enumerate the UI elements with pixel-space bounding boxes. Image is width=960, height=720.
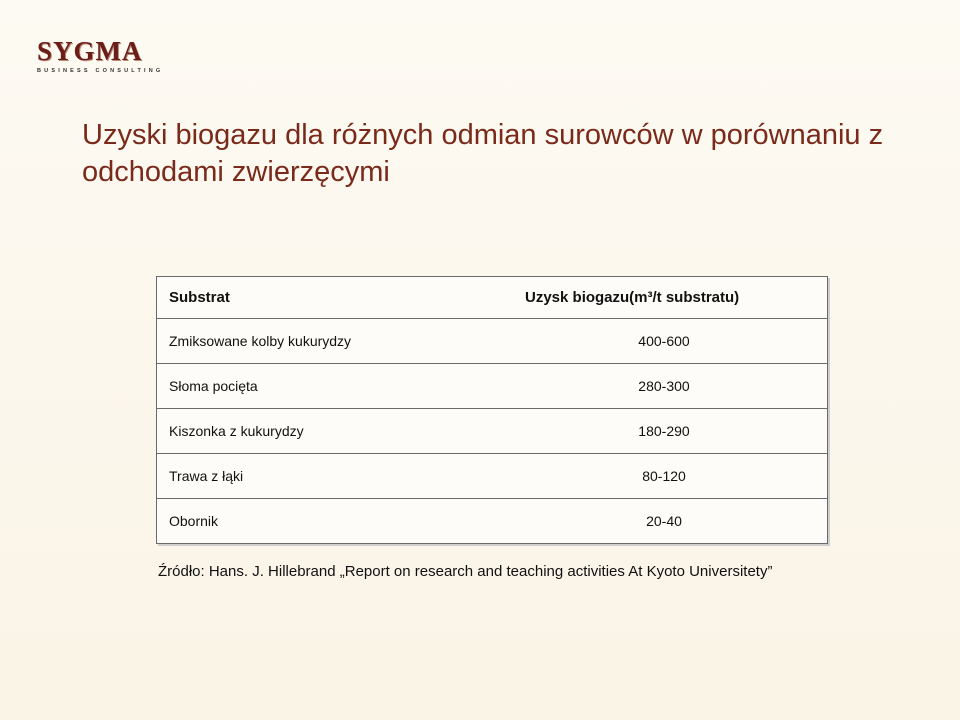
header-substrate: Substrat — [157, 277, 502, 319]
yield-cell: 400-600 — [501, 319, 828, 364]
yield-cell: 280-300 — [501, 364, 828, 409]
table-row — [157, 319, 828, 364]
source-citation: Źródło: Hans. J. Hillebrand „Report on research and teaching activities At Kyoto Universitety” — [158, 563, 773, 580]
table-row — [157, 454, 828, 499]
sygma-logo — [37, 36, 164, 74]
substrate-cell: Trawa z łąki — [157, 454, 502, 499]
yield-cell: 180-290 — [501, 409, 828, 454]
table-row — [157, 409, 828, 454]
header-biogas-yield: Uzysk biogazu(m³/t substratu) — [501, 277, 828, 319]
substrate-cell: Zmiksowane kolby kukurydzy — [157, 319, 502, 364]
substrate-cell: Słoma pocięta — [157, 364, 502, 409]
table-header-row — [157, 277, 828, 319]
logo-name: SYGMA — [37, 36, 143, 66]
slide-title: Uzyski biogazu dla różnych odmian surowców w porównaniu z odchodami zwierzęcymi — [82, 119, 884, 188]
substrate-cell: Kiszonka z kukurydzy — [157, 409, 502, 454]
substrate-cell: Obornik — [157, 499, 502, 544]
yield-cell: 20-40 — [501, 499, 828, 544]
biogas-yield-table — [156, 276, 828, 542]
table-row — [157, 364, 828, 409]
logo-tagline: BUSINESS CONSULTING — [37, 68, 164, 74]
yield-cell: 80-120 — [501, 454, 828, 499]
table-row — [157, 499, 828, 544]
